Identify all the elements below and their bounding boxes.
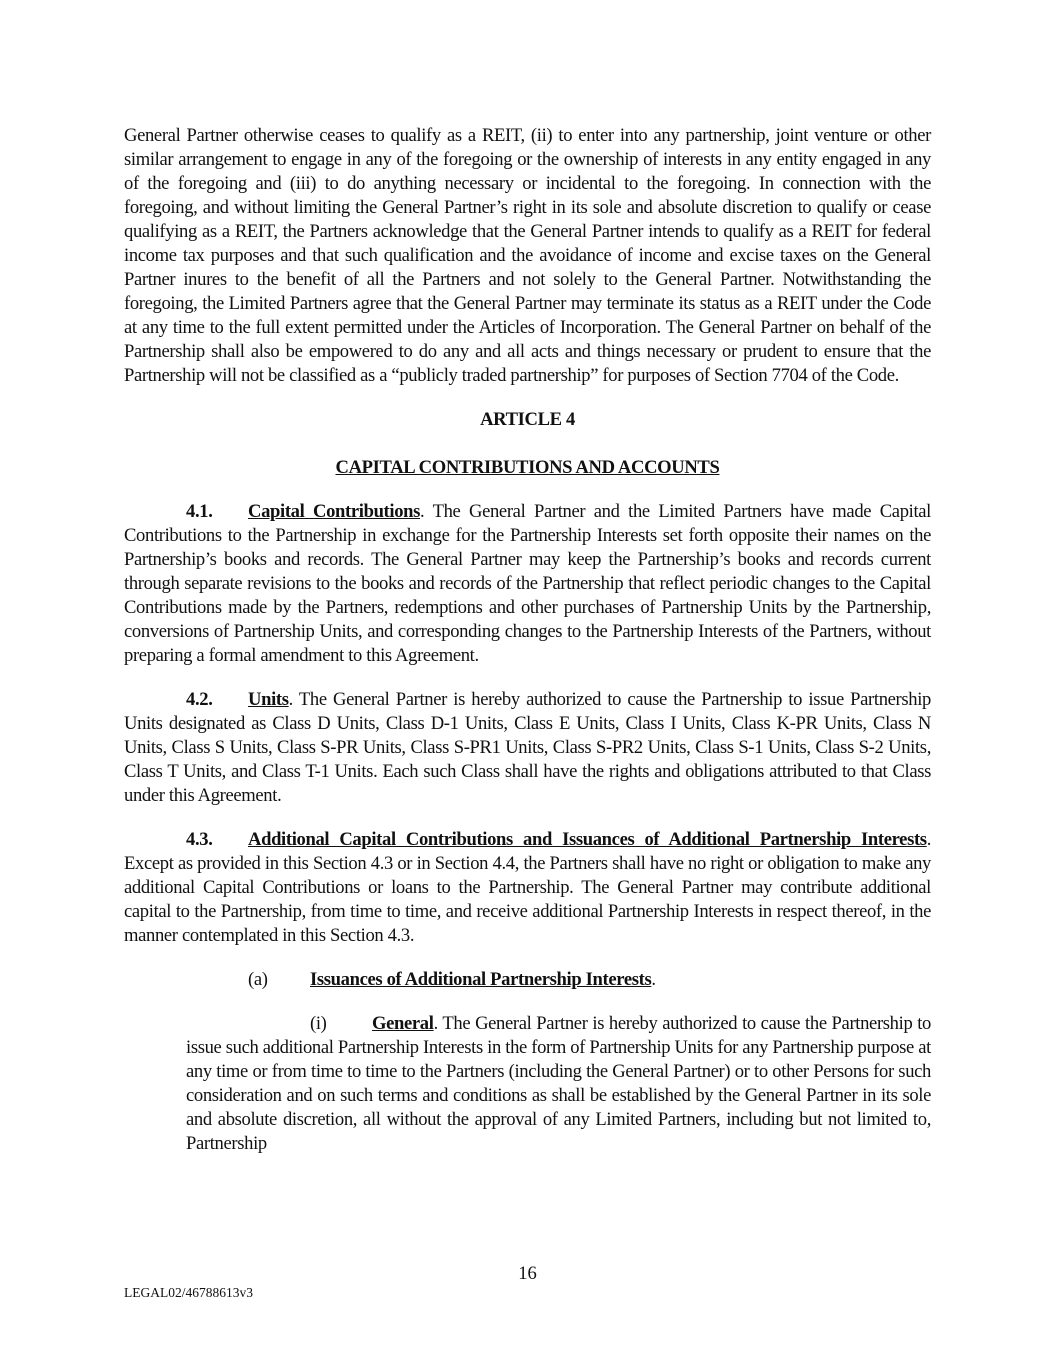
section-4-3 bbox=[124, 828, 931, 948]
section-4-2 bbox=[124, 688, 931, 808]
section-body: . The General Partner and the Limited Partners have made Capital Contributions to the Partnership in exchange for the Partnership Interests set forth opposite their names on the Partnership’s books and records. The General Partner may keep the Partnership’s books and records current through separate revisions to the books and records of the Partnership that reflect periodic changes to the Capital Contributions made by the Partners, redemptions and other purchases of Partnership Units by the Partnership, conversions of Partnership Units, and corresponding changes to the Partnership Interests of the Partners, without preparing a formal amendment to this Agreement. bbox=[124, 501, 931, 666]
document-id: LEGAL02/46788613v3 bbox=[124, 1285, 253, 1300]
section-number: 4.1. bbox=[186, 501, 213, 522]
subsection-body: . The General Partner is hereby authorized to cause the Partnership to issue such additional Partnership Interests in the form of Partnership Units for any Partnership purpose at any time or from time to time to the Partners (including the General Partner) or to other Persons for such consideration and on such terms and conditions as shall be established by the General Partner in its sole and absolute discretion, all without the approval of any Limited Partners, including but not limited to, Partnership bbox=[186, 1013, 931, 1154]
article-number: ARTICLE 4 bbox=[480, 409, 575, 430]
subsection-label: (a) bbox=[248, 969, 268, 990]
section-heading: Units bbox=[248, 689, 289, 710]
section-heading: Capital Contributions bbox=[248, 501, 421, 522]
subsection-heading: Issuances of Additional Partnership Interests bbox=[310, 969, 652, 990]
section-heading: Additional Capital Contributions and Issuances of Additional Partnership Interests bbox=[248, 829, 927, 850]
page-number: 16 bbox=[518, 1263, 537, 1284]
document-page bbox=[124, 124, 931, 1156]
section-body: . The General Partner is hereby authorized to cause the Partnership to issue Partnership Units designated as Class D Units, Class D-1 Units, Class E Units, Class I Units, Class K-PR Units, Class N Units, Class S Units, Class S-PR Units, Class S-PR1 Units, Class S-PR2 Units, Class S-1 Units, Class S-2 Units, Class T Units, and Class T-1 Units. Each such Class shall have the rights and obligations attributed to that Class under this Agreement. bbox=[124, 689, 931, 806]
intro-paragraph: General Partner otherwise ceases to qualify as a REIT, (ii) to enter into any partnership, joint venture or other similar arrangement to engage in any of the foregoing or the ownership of interests in any entity engaged in any of the foregoing and (iii) to do anything necessary or incidental to the foregoing. In connection with the foregoing, and without limiting the General Partner’s right in its sole and absolute discretion to qualify or cease qualifying as a REIT, the Partners acknowledge that the General Partner intends to qualify as a REIT for federal income tax purposes and that such qualification and the avoidance of income and excise taxes on the General Partner inures to the benefit of all the Partners and not solely to the General Partner. Notwithstanding the foregoing, the Limited Partners agree that the General Partner may terminate its status as a REIT under the Code at any time to the full extent permitted under the Articles of Incorporation. The General Partner on behalf of the Partnership shall also be empowered to do any and all acts and things necessary or prudent to ensure that the Partnership will not be classified as a “publicly traded partnership” for purposes of Section 7704 of the Code. bbox=[124, 125, 931, 386]
section-body: . Except as provided in this Section 4.3 or in Section 4.4, the Partners shall have no right or obligation to make any additional Capital Contributions or loans to the Partnership. The General Partner may contribute additional capital to the Partnership, from time to time, and receive additional Partnership Interests in respect thereof, in the manner contemplated in this Section 4.3. bbox=[124, 829, 931, 946]
subsection-trail: . bbox=[651, 969, 656, 990]
article-title: CAPITAL CONTRIBUTIONS AND ACCOUNTS bbox=[335, 457, 720, 478]
subsection-a bbox=[124, 968, 931, 992]
section-4-1 bbox=[124, 500, 931, 668]
subsection-i bbox=[186, 1012, 931, 1156]
section-number: 4.3. bbox=[186, 829, 213, 850]
subsection-heading: General bbox=[372, 1013, 434, 1034]
section-number: 4.2. bbox=[186, 689, 213, 710]
subsection-label: (i) bbox=[310, 1013, 327, 1034]
